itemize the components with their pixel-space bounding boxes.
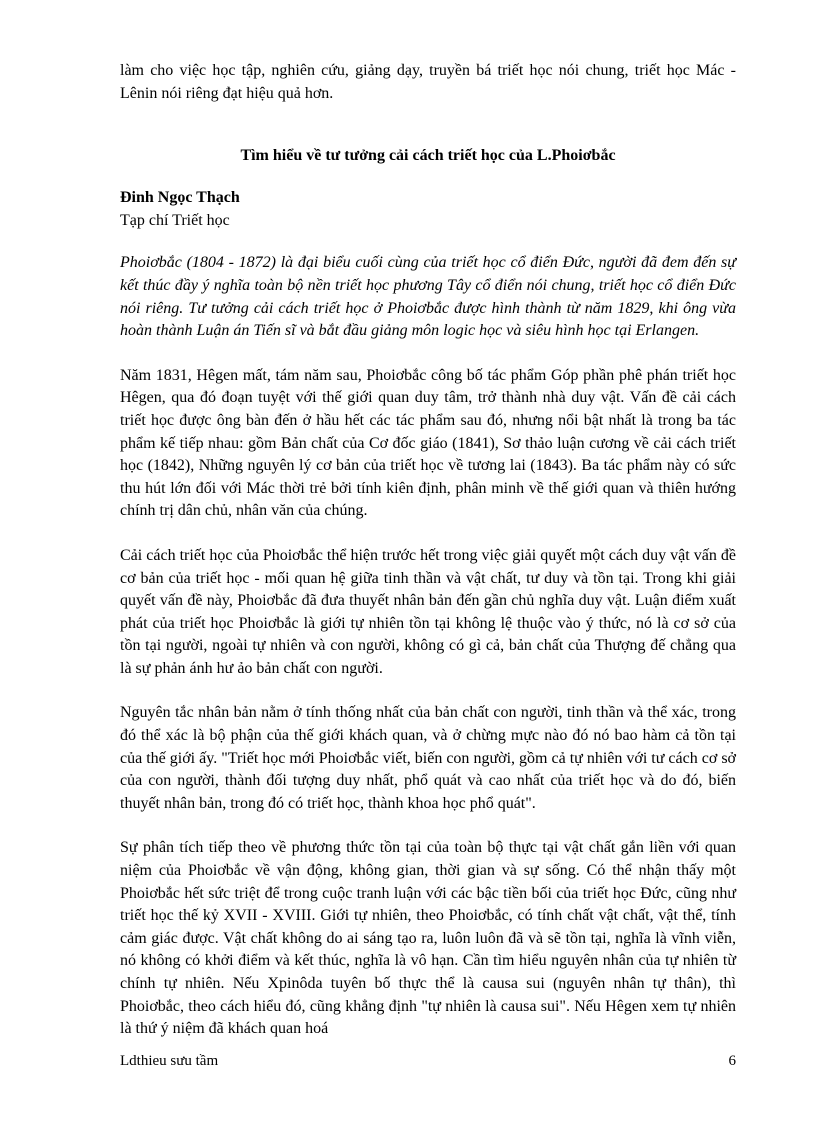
body-paragraph: Năm 1831, Hêgen mất, tám năm sau, Phoiơbắc công bố tác phẩm Góp phần phê phán triết học Hêgen, qua đó đoạn tuyệt với thế giới quan duy tâm, trở thành nhà duy vật. Vấn đề cải cách triết học được ông bàn đến ở hầu hết các tác phẩm sau đó, nhưng nổi bật nhất là trong ba tác phẩm kế tiếp nhau: gồm Bản chất của Cơ đốc giáo (1841), Sơ thảo luận cương về cải cách triết học (1842), Những nguyên lý cơ bản của triết học về tương lai (1843). Ba tác phẩm này có sức thu hút lớn đối với Mác thời trẻ bởi tính kiên định, phân minh về thế giới quan và thiên hướng chính trị dân chủ, nhân văn của chúng. (120, 366, 736, 520)
article-author: Đinh Ngọc Thạch (120, 189, 240, 207)
body-paragraph: Sự phân tích tiếp theo về phương thức tồn tại của toàn bộ thực tại vật chất gắn liền với quan niệm của Phoiơbắc về vận động, không gian, thời gian và sự sống. Có thể nhận thấy một Phoiơbắc hết sức triệt để trong cuộc tranh luận với các bậc tiền bối của triết học Đức, cũng như triết học thế kỷ XVII - XVIII. Giới tự nhiên, theo Phoiơbắc, có tính chất vật chất, vật thể, tính cảm giác được. Vật chất không do ai sáng tạo ra, luôn luôn đã và sẽ tồn tại, nghĩa là vĩnh viễn, nó không có khởi điểm và kết thúc, nghĩa là vô hạn. Cần tìm hiểu nguyên nhân của tự nhiên từ chính tự nhiên. Nếu Xpinôda tuyên bố thực thể là causa sui (nguyên nhân tự thân), thì Phoiơbắc, theo cách hiểu đó, cũng khẳng định "tự nhiên là causa sui". Nếu Hêgen xem tự nhiên là thứ ý niệm đã khách quan hoá (120, 839, 736, 1038)
intro-tail-paragraph: làm cho việc học tập, nghiên cứu, giảng dạy, truyền bá triết học nói chung, triết học Mác - Lênin nói riêng đạt hiệu quả hơn. (120, 62, 736, 102)
article-journal: Tạp chí Triết học (120, 211, 230, 229)
body-paragraph: Nguyên tắc nhân bản nằm ở tính thống nhất của bản chất con người, tinh thần và thể xác, trong đó thể xác là bộ phận của thế giới khách quan, và ở chừng mực nào đó nó bao hàm cả tồn tại của thế giới ấy. "Triết học mới Phoiơbắc viết, biến con người, gồm cả tự nhiên với tư cách cơ sở của con người, thành đối tượng duy nhất, phổ quát và cao nhất của triết học và do đó, biến thuyết nhân bản, trong đó có triết học, thành khoa học phổ quát". (120, 704, 736, 812)
page-number: 6 (728, 1053, 736, 1069)
article-abstract: Phoiơbắc (1804 - 1872) là đại biểu cuối cùng của triết học cổ điển Đức, người đã đem đến sự kết thúc đầy ý nghĩa toàn bộ nền triết học phương Tây cổ điển nói chung, triết học cổ điển Đức nói riêng. Tư tưởng cải cách triết học ở Phoiơbắc được hình thành từ năm 1829, khi ông vừa hoàn thành Luận án Tiến sĩ và bắt đầu giảng môn logic học và siêu hình học tại Erlangen. (120, 254, 736, 340)
page-footer (120, 1053, 736, 1070)
footer-source: Ldthieu sưu tầm (120, 1053, 219, 1069)
body-paragraph: Cải cách triết học của Phoiơbắc thể hiện trước hết trong việc giải quyết một cách duy vật vấn đề cơ bản của triết học - mối quan hệ giữa tinh thần và vật chất, tư duy và tồn tại. Trong khi giải quyết vấn đề này, Phoiơbắc đã đưa thuyết nhân bản đến gần chủ nghĩa duy vật. Luận điểm xuất phát của triết học Phoiơbắc là giới tự nhiên tồn tại không lệ thuộc vào ý thức, nó là cơ sở của tồn tại người, ngoài tự nhiên và con người, không có gì cả, bản chất của Thượng đế chẳng qua là sự phản ánh hư ảo bản chất con người. (120, 546, 736, 677)
page-body (120, 60, 736, 1041)
article-title: Tìm hiểu về tư tưởng cải cách triết học của L.Phoiơbắc (240, 147, 616, 165)
